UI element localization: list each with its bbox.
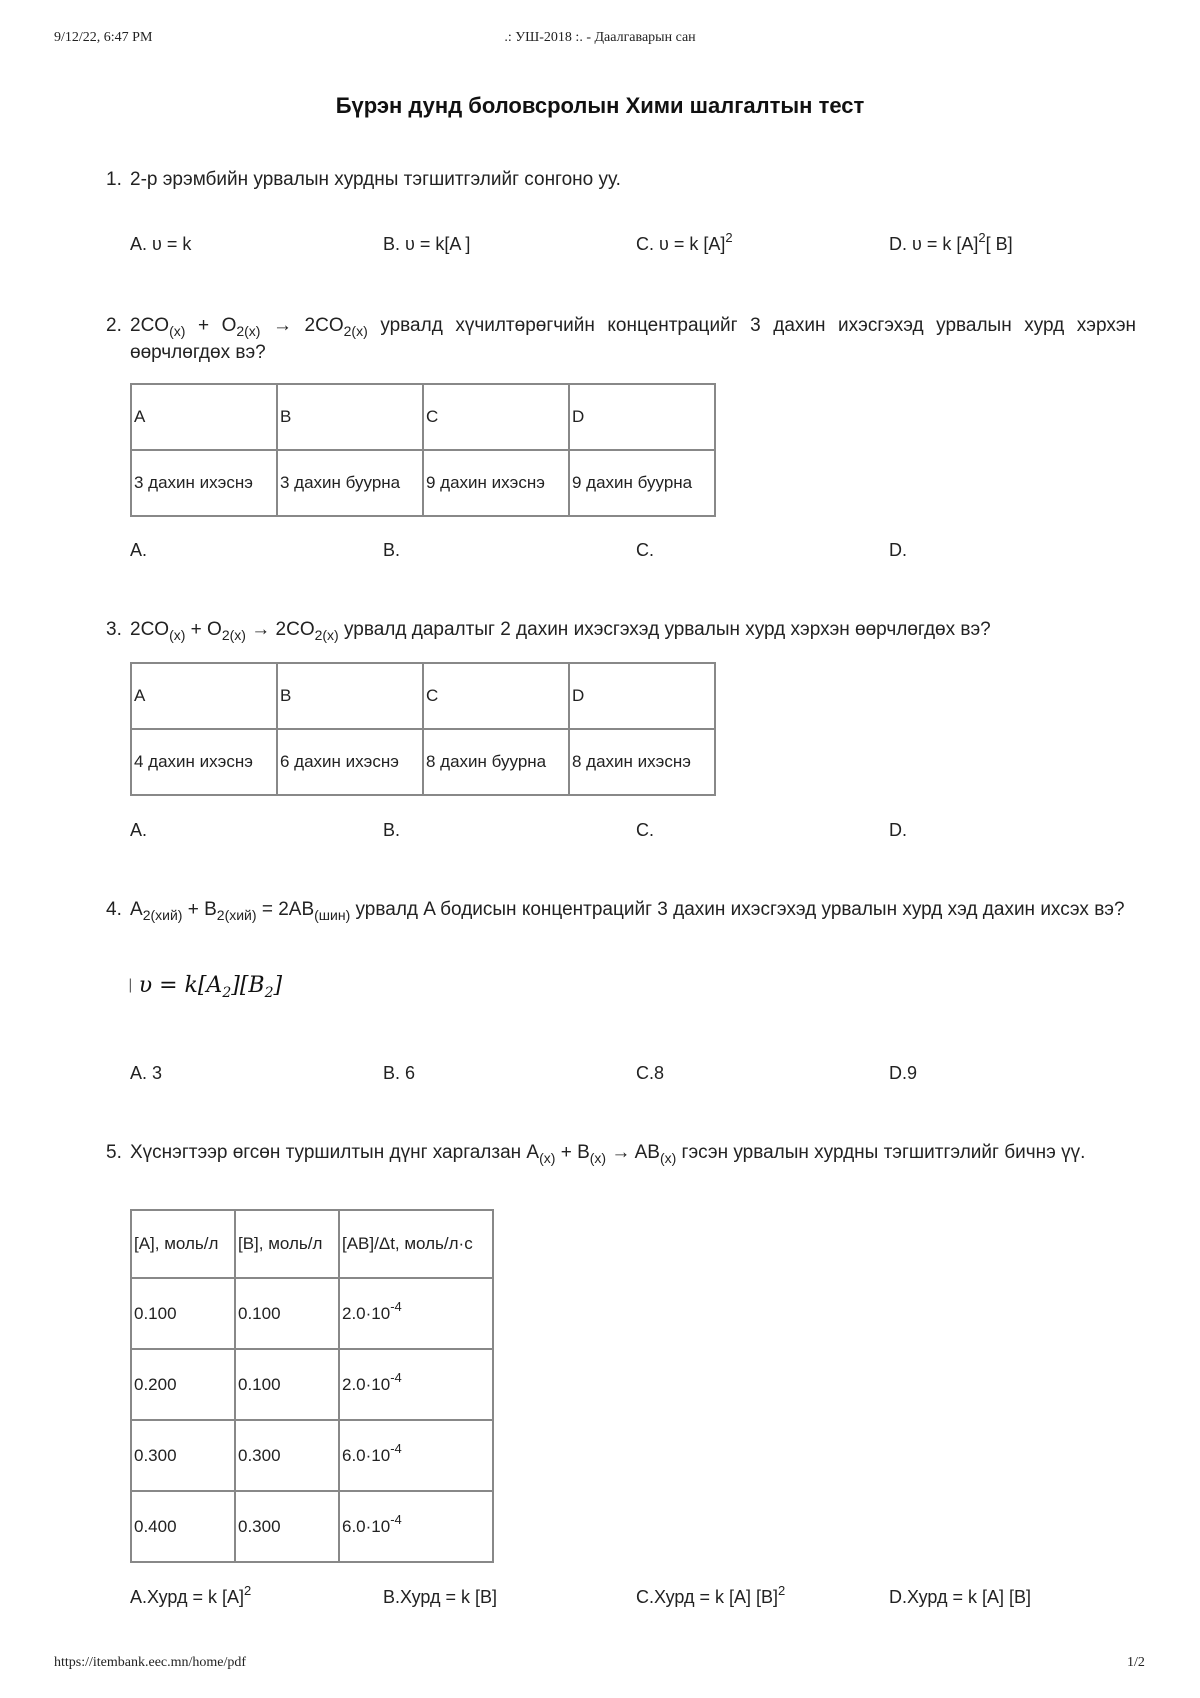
page-title: Бүрэн дунд боловсролын Хими шалгалтын тест [335, 93, 865, 118]
question-text: $2CO_{(х)} + O_{2(х)} \to 2CO_{2(х)}$ урвалд даралтыг 2 дахин ихэсгэхэд урвалын хурд хэрхэн өөрчлөгдөх вэ? [130, 619, 991, 643]
page-number: 1/2 [1127, 1655, 1145, 1670]
option-d[interactable]: D.9 [889, 1063, 918, 1083]
table-header-cell: [A], моль/л [131, 1210, 235, 1278]
table-cell: D [569, 663, 715, 729]
option-a[interactable]: A. [130, 820, 148, 840]
table-cell: 6 дахин ихэснэ [277, 729, 423, 795]
table-cell: B [277, 384, 423, 450]
question-number: 1. [106, 169, 122, 190]
option-c[interactable]: C.8 [636, 1063, 665, 1083]
option-b[interactable]: B.Хурд = k [B] [383, 1587, 498, 1607]
option-b[interactable]: B. υ = k[A ] [383, 234, 471, 254]
option-d[interactable]: D. [889, 540, 907, 560]
question-number: 5. [106, 1142, 122, 1163]
question-text: $2CO_{(х)} + O_{2(х)} \to 2CO_{2(х)}$ урвалд хүчилтөрөгчийн концентрацийг 3 дахин ихэсгэхэд урвалын хурд хэрхэн өөрчлөгдөх вэ? [130, 315, 1137, 363]
option-c[interactable]: C.Хурд = k [A] $[B]^2$ [636, 1583, 786, 1607]
question-number: 3. [106, 619, 122, 640]
question-2 [106, 312, 1136, 366]
table-cell: 3 дахин буурна [277, 450, 423, 516]
option-c[interactable]: C. [636, 540, 654, 560]
option-a[interactable]: A. [130, 540, 148, 560]
table-cell: A [131, 384, 277, 450]
question-text: 2-р эрэмбийн урвалын хурдны тэгшитгэлийг сонгоно уу. [130, 169, 621, 190]
question-5 [106, 1139, 1136, 1166]
option-d[interactable]: D. υ = k $[A]^2$[ B] [889, 230, 1013, 254]
table-cell: C [423, 384, 569, 450]
option-d[interactable]: D.Хурд = k [A] [B] [889, 1587, 1032, 1607]
q5-data-table [130, 1209, 494, 1563]
option-a[interactable]: A.Хурд = k $[A]^2$ [130, 1583, 252, 1607]
table-cell: 9 дахин буурна [569, 450, 715, 516]
table-row: 0.400 0.300 $6.0\cdot 10^{-4}$ [131, 1491, 493, 1562]
table-cell: B [277, 663, 423, 729]
question-4 [106, 896, 1136, 923]
question-3 [106, 616, 1136, 643]
print-page-title: .: УШ-2018 :. - Даалгаварын сан [504, 30, 696, 45]
print-url: https://itembank.eec.mn/home/pdf [54, 1655, 247, 1670]
question-number: 4. [106, 899, 122, 920]
table-cell: 4 дахин ихэснэ [131, 729, 277, 795]
table-cell: A [131, 663, 277, 729]
option-c[interactable]: C. [636, 820, 654, 840]
option-b[interactable]: B. [383, 820, 401, 840]
table-row: 0.300 0.300 $6.0\cdot 10^{-4}$ [131, 1420, 493, 1491]
option-d[interactable]: D. [889, 820, 907, 840]
option-a[interactable]: A. 3 [130, 1063, 163, 1083]
question-number: 2. [106, 315, 122, 336]
table-cell: 9 дахин ихэснэ [423, 450, 569, 516]
q3-answer-table [130, 662, 716, 796]
option-a[interactable]: A. υ = k [130, 234, 192, 254]
option-c[interactable]: C. υ = k $[A]^2$ [636, 230, 733, 254]
table-header-cell: [B], моль/л [235, 1210, 339, 1278]
option-b[interactable]: B. [383, 540, 401, 560]
question-text: Хүснэгтээр өгсөн туршилтын дүнг харгалзан $A_{(х)} + B_{(х)} \to AB_{(х)}$ гэсэн урвалын хурдны тэгшитгэлийг бичнэ үү. [130, 1142, 1086, 1166]
q2-answer-table [130, 383, 716, 517]
question-text: $A_{2(хий)} + B_{2(хий)} = 2AB_{(шин)}$ урвалд A бодисын концентрацийг 3 дахин ихэсгэхэд урвалын хурд хэд дахин ихсэх вэ? [130, 899, 1125, 923]
table-row: 0.200 0.100 $2.0\cdot 10^{-4}$ [131, 1349, 493, 1420]
rate-formula: | $\upsilon = k[A_2][B_2]$ [128, 973, 283, 1001]
question-1 [106, 166, 1136, 193]
table-cell: 8 дахин буурна [423, 729, 569, 795]
table-cell: D [569, 384, 715, 450]
table-cell: 3 дахин ихэснэ [131, 450, 277, 516]
option-b[interactable]: B. 6 [383, 1063, 416, 1083]
table-cell: 8 дахин ихэснэ [569, 729, 715, 795]
table-header-cell: [AB]/Δt, моль/л·с [339, 1210, 493, 1278]
print-datetime: 9/12/22, 6:47 PM [54, 30, 153, 45]
table-cell: C [423, 663, 569, 729]
table-row: 0.100 0.100 $2.0\cdot 10^{-4}$ [131, 1278, 493, 1349]
